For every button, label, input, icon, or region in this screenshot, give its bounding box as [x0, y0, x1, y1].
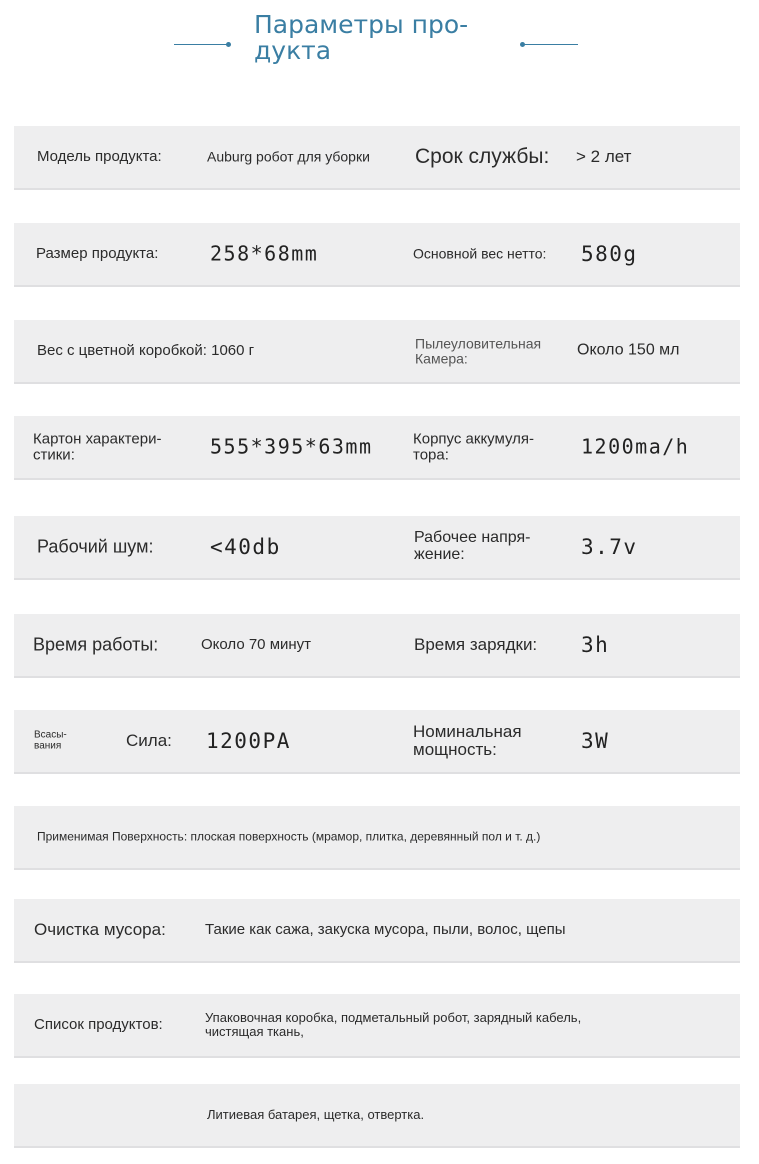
spec-label: Время работы: [33, 634, 159, 655]
spec-value: 580g [581, 241, 638, 266]
spec-value: 3W [581, 728, 610, 753]
spec-value: 1200PA [206, 728, 291, 753]
spec-text: Применимая Поверхность: плоская поверхность (мрамор, плитка, деревянный пол и т. д.) [37, 829, 541, 844]
spec-label: Основной вес нетто: [413, 245, 547, 262]
spec-value: 1200ma/h [581, 434, 690, 459]
spec-label: Размер продукта: [36, 245, 159, 263]
spec-label: Сила: [126, 731, 172, 751]
spec-value: 555*395*63mm [210, 434, 373, 459]
spec-row-runtime [14, 614, 740, 678]
spec-label: Всасы- вания [34, 729, 67, 751]
spec-label: Срок службы: [415, 144, 550, 168]
spec-label: Вес с цветной коробкой: 1060 г [37, 342, 255, 360]
title-decoration-right [522, 44, 578, 45]
spec-row-carton [14, 416, 740, 480]
spec-label: Время зарядки: [414, 635, 538, 655]
spec-row-debris [14, 899, 740, 963]
spec-label: Корпус аккумуля- тора: [413, 430, 535, 463]
spec-value: > 2 лет [576, 147, 632, 167]
page-title-line-1: Параметры про- [254, 10, 469, 39]
spec-row-noise [14, 516, 740, 580]
spec-row-package-list-continued [14, 1084, 740, 1148]
spec-value: 3.7v [581, 534, 638, 559]
spec-label: Номинальная мощность: [413, 722, 522, 759]
spec-value: Такие как сажа, закуска мусора, пыли, волос, щепы [205, 921, 566, 939]
spec-label: Картон характери- стики: [33, 430, 162, 463]
page-title-line-2: дукта [254, 36, 332, 65]
spec-value: Упаковочная коробка, подметальный робот, зарядный кабель, чистящая ткань, [205, 1010, 582, 1039]
spec-value: Около 70 минут [201, 636, 312, 654]
spec-value: <40db [210, 534, 281, 559]
spec-value: Около 150 мл [577, 341, 680, 359]
page-title [254, 12, 468, 64]
spec-row-model [14, 126, 740, 190]
spec-label: Рабочий шум: [37, 536, 154, 557]
spec-value: Литиевая батарея, щетка, отвертка. [207, 1107, 425, 1123]
spec-row-suction [14, 710, 740, 774]
spec-label: Список продуктов: [34, 1016, 163, 1034]
spec-row-size [14, 223, 740, 287]
title-decoration-left [174, 44, 229, 45]
spec-label: Рабочее напря- жение: [414, 529, 531, 563]
spec-row-surface [14, 806, 740, 870]
spec-row-package-list [14, 994, 740, 1058]
spec-value: 3h [581, 632, 610, 657]
spec-row-weight [14, 320, 740, 384]
spec-value: 258*68mm [210, 241, 319, 266]
spec-label: Модель продукта: [37, 148, 162, 166]
spec-label: Пылеуловительная Камера: [415, 335, 542, 366]
spec-label: Очистка мусора: [34, 920, 166, 940]
spec-value: Auburg робот для уборки [207, 148, 370, 165]
